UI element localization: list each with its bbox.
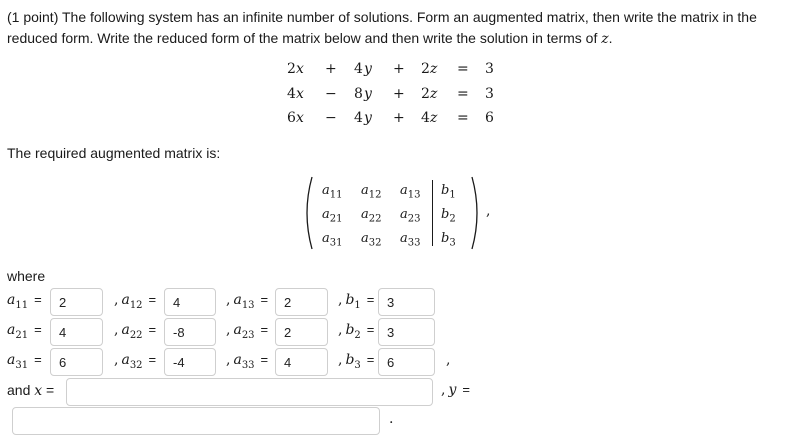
- matrix-entry: $a_{31}$: [322, 231, 343, 249]
- label-b3: , $b_3$ =: [338, 352, 375, 371]
- y-label: , y =: [441, 382, 470, 398]
- label-a33: , $a_{33}$ =: [226, 352, 269, 371]
- label-a21: $a_{21}$ =: [7, 322, 42, 341]
- system-equals: =: [457, 61, 469, 77]
- matrix-entry: $b_3$: [441, 231, 456, 249]
- input-a13[interactable]: [275, 288, 328, 316]
- matrix-entry: $a_{32}$: [361, 231, 382, 249]
- input-x[interactable]: [66, 378, 433, 406]
- label-a13: , $a_{13}$ =: [226, 292, 269, 311]
- system-coef: 4: [287, 86, 296, 102]
- system-coef: 2: [421, 61, 430, 77]
- label-a23: , $a_{23}$ =: [226, 322, 269, 341]
- label-a31: $a_{31}$ =: [7, 352, 42, 371]
- input-a21[interactable]: [50, 318, 103, 346]
- system-op: +: [393, 61, 405, 77]
- input-a32[interactable]: [164, 348, 216, 376]
- system-var: y: [364, 110, 372, 126]
- matrix-entry: $b_2$: [441, 207, 456, 225]
- system-op: +: [393, 110, 405, 126]
- right-paren: [470, 175, 484, 251]
- system-var: x: [296, 61, 304, 77]
- input-a33[interactable]: [275, 348, 328, 376]
- label-a12: , $a_{12}$ =: [114, 292, 157, 311]
- system-rhs: 6: [485, 110, 494, 126]
- where-label: where: [7, 268, 46, 284]
- problem-statement: [7, 7, 779, 50]
- system-var: z: [430, 110, 438, 126]
- label-a11: $a_{11}$ =: [7, 292, 42, 311]
- system-var: x: [296, 86, 304, 102]
- system-op: −: [325, 110, 337, 126]
- input-y[interactable]: [12, 407, 380, 435]
- and-x-label: and x =: [7, 382, 55, 399]
- system-var: x: [296, 110, 304, 126]
- system-var: y: [364, 61, 372, 77]
- label-a32: , $a_{32}$ =: [114, 352, 157, 371]
- matrix-entry: $a_{23}$: [400, 207, 421, 225]
- final-period: .: [389, 411, 394, 427]
- label-b2: , $b_2$ =: [338, 322, 375, 341]
- matrix-entry: $a_{22}$: [361, 207, 382, 225]
- system-coef: 8: [354, 86, 363, 102]
- matrix-entry: $a_{21}$: [322, 207, 343, 225]
- matrix-entry: $b_1$: [441, 183, 456, 201]
- problem-line-2: [7, 28, 779, 50]
- system-coef: 2: [421, 86, 430, 102]
- problem-line-2-text: reduced form. Write the reduced form of the matrix below and then write the solution in terms of: [7, 30, 602, 46]
- left-paren: [300, 175, 314, 251]
- system-var: z: [430, 86, 438, 102]
- system-coef: 4: [421, 110, 430, 126]
- label-a22: , $a_{22}$ =: [114, 322, 157, 341]
- input-b1[interactable]: [378, 288, 435, 316]
- system-var: y: [364, 86, 372, 102]
- problem-line-2-period: .: [608, 30, 613, 46]
- input-a12[interactable]: [164, 288, 216, 316]
- label-b1: , $b_1$ =: [338, 292, 375, 311]
- input-a23[interactable]: [275, 318, 328, 346]
- input-b2[interactable]: [378, 318, 435, 346]
- system-op: +: [325, 61, 337, 77]
- system-var: z: [430, 61, 438, 77]
- system-op: +: [393, 86, 405, 102]
- system-op: −: [325, 86, 337, 102]
- required-matrix-label: The required augmented matrix is:: [7, 145, 221, 161]
- row3-trailing-comma: ,: [446, 352, 451, 368]
- system-rhs: 3: [485, 86, 494, 102]
- input-a11[interactable]: [50, 288, 103, 316]
- input-a31[interactable]: [50, 348, 103, 376]
- system-equals: =: [457, 110, 469, 126]
- system-coef: 4: [354, 61, 363, 77]
- system-rhs: 3: [485, 61, 494, 77]
- system-coef: 2: [287, 61, 296, 77]
- system-equals: =: [457, 86, 469, 102]
- input-a22[interactable]: [164, 318, 216, 346]
- problem-variable-z: z: [601, 31, 609, 47]
- matrix-entry: $a_{33}$: [400, 231, 421, 249]
- matrix-trailing-comma: ,: [486, 203, 491, 219]
- system-coef: 6: [287, 110, 296, 126]
- matrix-entry: $a_{11}$: [322, 183, 343, 201]
- matrix-entry: $a_{12}$: [361, 183, 382, 201]
- augment-divider: [432, 180, 433, 246]
- input-b3[interactable]: [378, 348, 435, 376]
- system-coef: 4: [354, 110, 363, 126]
- problem-line-1: (1 point) The following system has an infinite number of solutions. Form an augmented matrix, then write the matrix in the: [7, 9, 757, 25]
- matrix-entry: $a_{13}$: [400, 183, 421, 201]
